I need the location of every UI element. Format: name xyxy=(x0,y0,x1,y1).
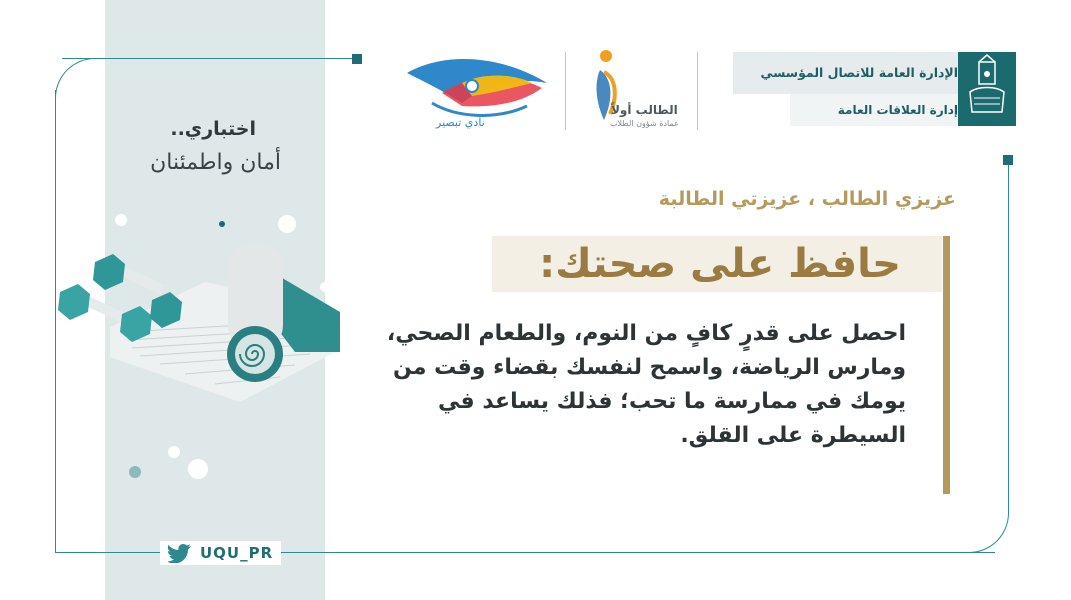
decor-dot xyxy=(129,466,141,478)
frame-corner xyxy=(968,512,1009,553)
headline-text: حافظ على صحتك: xyxy=(539,241,901,287)
university-emblem-icon xyxy=(958,52,1016,126)
students-first-subtitle: عمادة شؤون الطلاب xyxy=(610,119,679,128)
dept-main-label: الإدارة العامة للاتصال المؤسسي xyxy=(733,52,958,94)
slogan-line-2: أمان واطمئنان xyxy=(150,150,281,175)
dept-sub-label: إدارة العلاقات العامة xyxy=(790,94,958,126)
decor-dot xyxy=(219,221,225,227)
frame-square-marker xyxy=(352,54,362,64)
frame-line-right xyxy=(1008,165,1009,515)
accent-bar xyxy=(943,236,950,494)
university-header xyxy=(733,52,1016,126)
frame-corner xyxy=(55,58,96,99)
decor-dot xyxy=(278,215,296,233)
university-logo xyxy=(958,52,1016,126)
club-name: نادي تبصير xyxy=(436,116,485,129)
twitter-bird-icon xyxy=(168,543,192,563)
body-paragraph: احصل على قدرٍ كافٍ من النوم، والطعام الصحي، ومارس الرياضة، واسمح لنفسك بقضاء وقت من يومك في ممارسة ما تحب؛ فذلك يساعد في السيطرة على القلق. xyxy=(386,321,906,448)
decor-dot xyxy=(188,459,208,479)
students-first-title: الطالب أولاً xyxy=(611,103,678,117)
frame-line-top xyxy=(62,58,358,59)
decor-dot xyxy=(115,214,127,226)
exercise-illustration xyxy=(40,232,370,442)
header-divider xyxy=(697,52,698,130)
slogan-line-1: اختباري.. xyxy=(170,118,256,140)
header-divider xyxy=(565,52,566,130)
twitter-handle-text: UQU_PR xyxy=(200,544,274,562)
decor-dot xyxy=(168,446,180,458)
frame-square-marker xyxy=(1003,155,1013,165)
twitter-handle[interactable] xyxy=(160,541,281,565)
greeting-text: عزيزي الطالب ، عزيزتي الطالبة xyxy=(658,188,956,210)
